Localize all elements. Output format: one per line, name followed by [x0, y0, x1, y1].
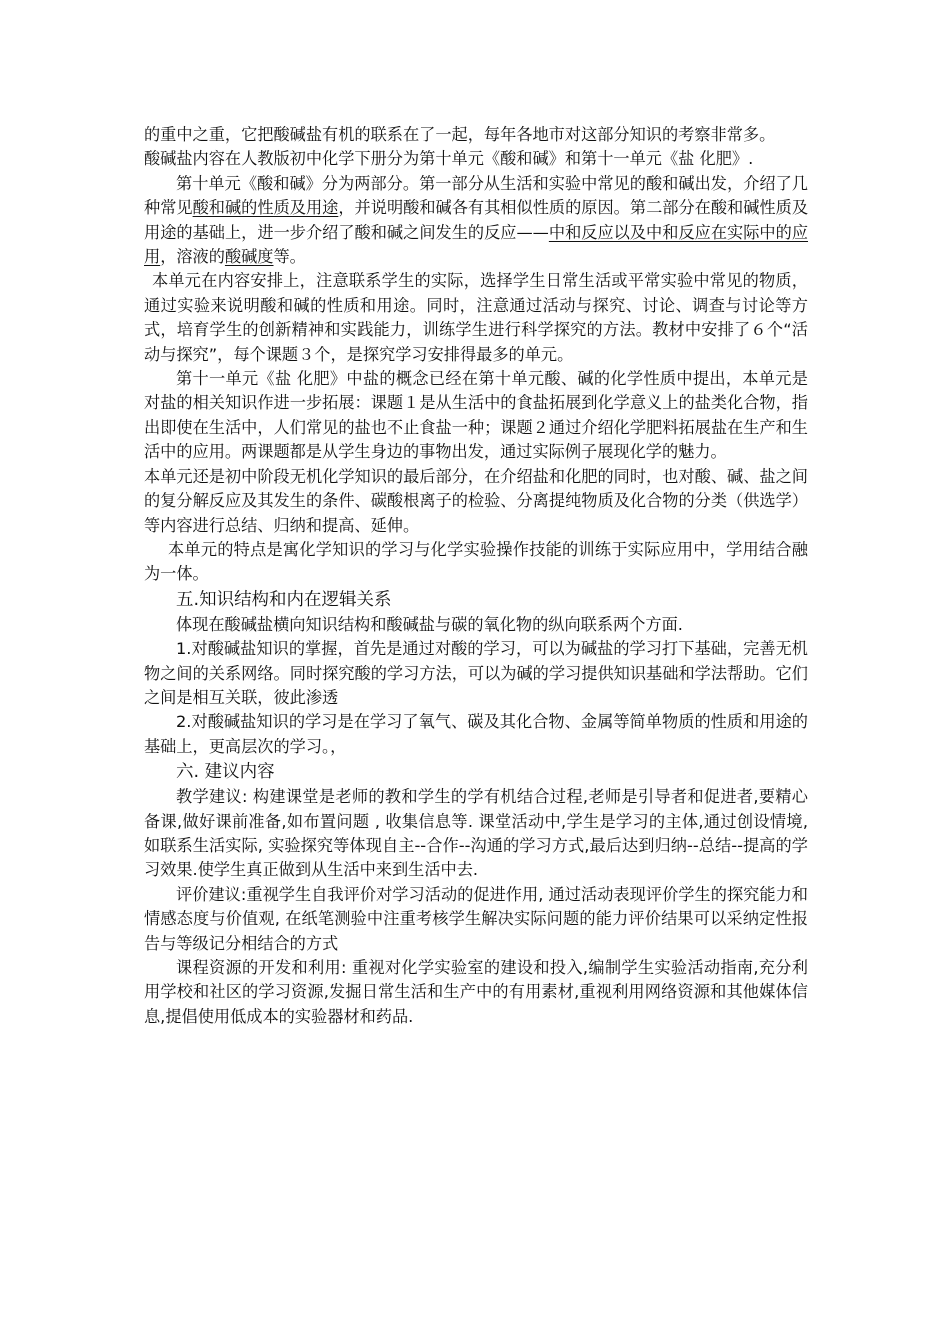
paragraph-evaluation-advice: 评价建议:重视学生自我评价对学习活动的促进作用, 通过活动表现评价学生的探究能力和情感态度与价值观, 在纸笔测验中注重考核学生解决实际问题的能力评价结果可以采纳定性报告与等级记分相结合的方式 — [144, 884, 808, 953]
section-heading-5: 五.知识结构和内在逻辑关系 — [176, 589, 392, 610]
section-heading-6: 六. 建议内容 — [176, 762, 275, 783]
paragraph-teaching-advice: 教学建议: 构建课堂是老师的教和学生的学有机结合过程,老师是引导者和促进者,要精心备课,做好课前准备,如布置问题 , 收集信息等. 课堂活动中,学生是学习的主体,通过创设情境,如联系生活实际, 实验探究等体现自主--合作--沟通的学习方式,最后达到归纳--总结--提高的学习效果.使学生真正做到从生活中来到生活中去. — [144, 787, 808, 880]
paragraph-resource-advice: 课程资源的开发和利用: 重视对化学实验室的建设和投入,编制学生实验活动指南,充分利用学校和社区的学习资源,发掘日常生活和生产中的有用素材,重视利用网络资源和其他媒体信息,提倡使用低成本的实验器材和药品. — [144, 958, 808, 1026]
unit10-text-c: ，溶液的 — [160, 247, 225, 267]
unit10-text-b: ，并说明酸和碱各有其相似性质的原因。第二部分在酸和碱性质及用途的基础上，进一步介绍了酸和碱之间发生的反应—— — [144, 198, 809, 242]
paragraph-unit11: 第十一单元《盐 化肥》中盐的概念已经在第十单元酸、碱的化学性质中提出，本单元是对盐的相关知识作进一步拓展：课题１是从生活中的食盐拓展到化学意义上的盐类化合物，指出即使在生活中，人们常见的盐也不止食盐一种；课题２通过介绍化学肥料拓展盐在生产和生活中的应用。两课题都是从学生身边的事物出发，通过实际例子展现化学的魅力。 — [144, 369, 808, 462]
paragraph-intro-line2: 酸碱盐内容在人教版初中化学下册分为第十单元《酸和碱》和第十一单元《盐 化肥》. — [144, 149, 754, 169]
paragraph-structure: 体现在酸碱盐横向知识结构和酸碱盐与碳的氧化物的纵向联系两个方面. — [176, 614, 683, 634]
paragraph-structure-point2: 2.对酸碱盐知识的学习是在学习了氧气、碳及其化合物、金属等简单物质的性质和用途的基础上，更高层次的学习。， — [144, 712, 808, 756]
unit10-text-a: 第十单元《酸和碱》分为两部分。第一部分从生活和实验中常见的酸和碱出发，介绍了几种常见 — [144, 173, 808, 218]
document-page — [144, 123, 808, 1029]
paragraph-unit11-summary: 本单元还是初中阶段无机化学知识的最后部分，在介绍盐和化肥的同时，也对酸、碱、盐之间的复分解反应及其发生的条件、碳酸根离子的检验、分离提纯物质及化合物的分类（供选学）等内容进行总结、归纳和提高、延伸。 — [144, 466, 808, 535]
paragraph-unit10 — [144, 172, 808, 270]
paragraph-unit-feature: 本单元的特点是寓化学知识的学习与化学实验操作技能的训练于实际应用中，学用结合融为一体。 — [144, 539, 808, 584]
underlined-properties-uses: 酸和碱的性质及用途 — [192, 198, 339, 218]
paragraph-structure-point1: 1.对酸碱盐知识的掌握，首先是通过对酸的学习，可以为碱盐的学习打下基础，完善无机物之间的关系网络。同时探究酸的学习方法，可以为碱的学习提供知识基础和学法帮助。它们之间是相互关联，彼此渗透 — [144, 639, 808, 707]
underlined-ph: 酸碱度 — [224, 247, 274, 267]
paragraph-unit10-arrangement: 本单元在内容安排上，注意联系学生的实际，选择学生日常生活或平常实验中常见的物质，通过实验来说明酸和碱的性质和用途。同时，注意通过活动与探究、讨论、调查与讨论等方式，培育学生的创新精神和实践能力，训练学生进行科学探究的方法。教材中安排了６个“活动与探究”，每个课题３个，是探究学习安排得最多的单元。 — [144, 271, 808, 364]
unit10-text-d: 等。 — [273, 247, 306, 267]
underlined-neutralization: 中和反应以及中和反应在实际中的应用 — [144, 222, 809, 267]
paragraph-intro-line1: 的重中之重，它把酸碱盐有机的联系在了一起，每年各地市对这部分知识的考察非常多。 — [144, 125, 776, 144]
